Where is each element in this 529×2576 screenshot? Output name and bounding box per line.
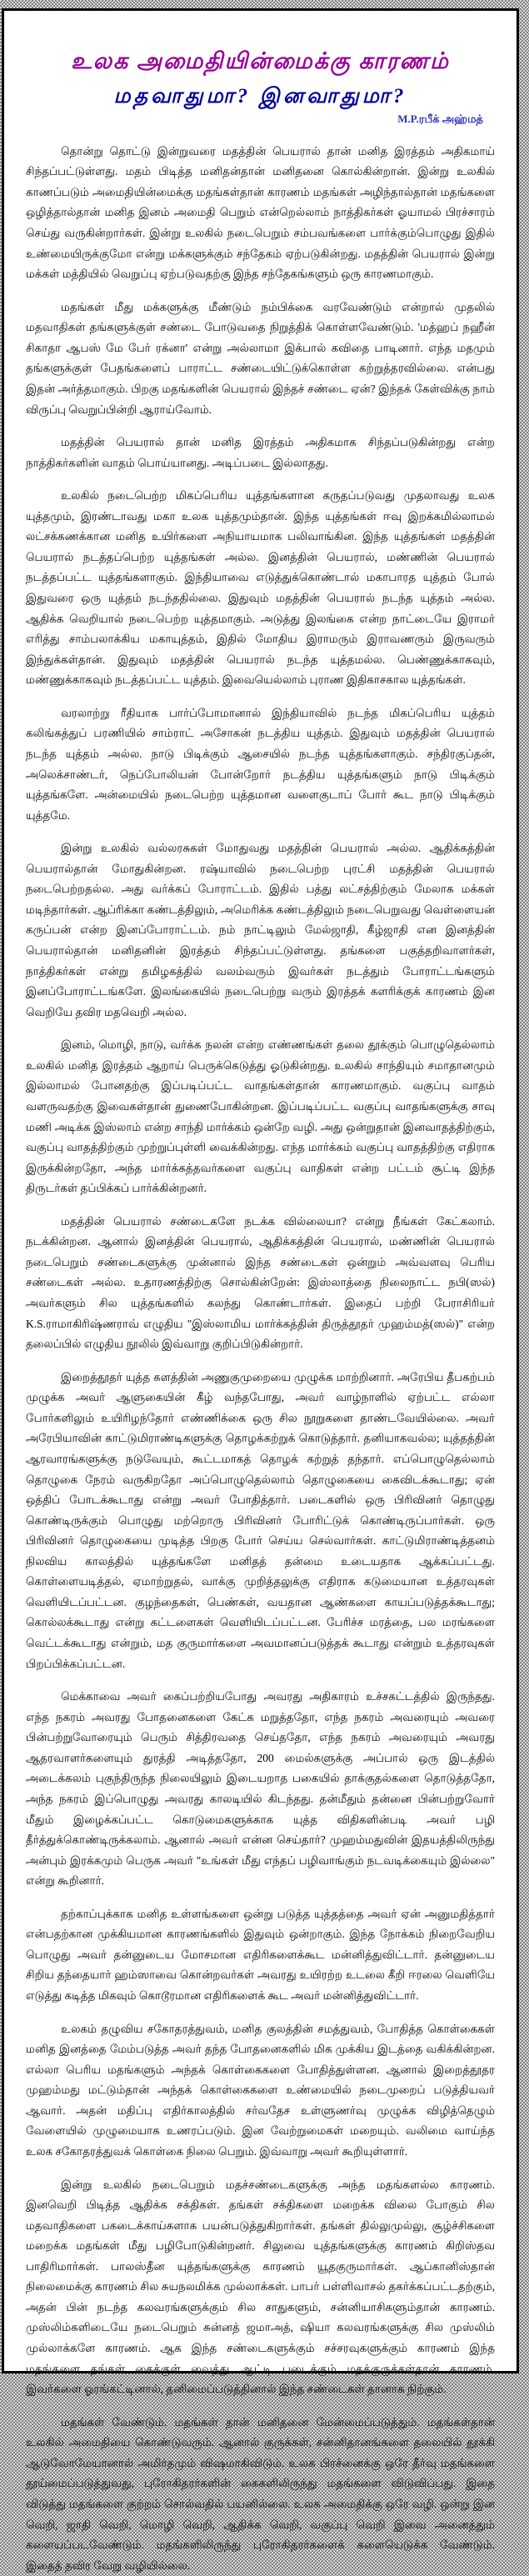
paragraph: தொன்று தொட்டு இன்றுவரை மதத்தின் பெயரால் தான் மனித இரத்தம் அதிகமாய் சிந்தப்பட்டுள்ளது. மதம் பிடித்த மனிதன்தான் மனிதனை கொல்கின்றான். இன்று உலகில் காணப்படும் அமைதியின்மைக்கு மதங்கள்தான் காரணம் மதங்கள் அழிந்தால்தான் மதங்களை ஒழித்தால்தான் மனித இனம் அமைதி பெறும் என்றெல்லாம் நாத்திகர்கள் ஓயாமல் பிரச்சாரம் செய்து வருகின்றார்கள். இன்று உலகில் நடைபெறும் சம்பவங்களை பார்க்கும்பொழுது இதில் உண்மையிருக்குமோ என்று மக்களுக்கும் சந்தேகம் ஏற்படுகின்றது. மதத்தின் பெயரால் இன்று மக்கள் மத்தியில் வெறுப்பு ஏற்படுவதற்கு இந்த சந்தேகங்களும் ஒரு காரணமாகும். [26,142,495,285]
author-byline: M.P.ரபீக் அஹ்மத் [26,113,483,127]
paragraph: உலகம் தழுவிய சகோதரத்துவம், மனித குலத்தின் சமத்துவம், போதித்த கொள்கைகள் மனித இனத்தை மேம்படுத்த அவர் தந்த போதனைகளில் மிக முக்கிய இடத்தை வகிக்கின்றன. எல்லா பெரிய மதங்களும் அந்தக் கொள்கைகளை போதித்துள்ளன. ஆனால் இறைத்தூதர முஹம்மது மட்டும்தான் அந்தக் கொள்கைகளை உண்மையில் நடைமுறைப் படுத்தியவர் ஆவார். அதன் மதிப்பு எதிர்காலத்தில் சர்வதேச உள்ளுணர்வு முழுக்க விழித்தெழும் வேளையில் முழுமையாக உணரப்படும். இன வேற்றுமைகள் மறையும். வலிமை வாய்ந்த உலக சகோதரத்துவக் கொள்கை நிலை பெறும். இவ்வாறு அவர் கூறியுள்ளார். [26,2019,495,2163]
title-line-2: மதவாதுமா? இனவாதுமா? [26,84,495,109]
paragraph: வரலாற்று ரீதியாக பார்ப்போமானால் இந்தியாவில் நடந்த மிகப்பெரிய யுத்தம் கலிங்கத்துப் பரணியில் சாம்ராட் அசோகன் நடத்திய யுத்தம். இதுவும் மதத்தின் பெயரால் நடந்த யுத்தம் அல்ல. நாடு பிடிக்கும் ஆசையில் நடந்த யுத்தங்களாகும். சந்திரகுப்தன், அலெக்சாண்டர், நெப்போலியன் போன்றோர் நடத்திய யுத்தங்களும் நாடு பிடிக்கும் யுத்தங்களே. அன்மையில் நடைபெற்ற யுத்தமான வளைகுடாப் போர் கூட நாடு பிடிக்கும் யுத்தமே. [26,703,495,826]
article-page [2,8,519,2373]
paragraph: இனம், மொழி, நாடு, வர்க்க நலன் என்ற எண்ணங்கள் தலை தூக்கும் பொழுதெல்லாம் உலகில் மனித இரத்தம் ஆறாய் பெருக்கெடுத்து ஓடுகின்றது. உலகில் சாந்தியும் சமாதானமும் இல்லாமல் போனதற்கு இப்படிப்பட்ட வாதங்கள்தான் காரணமாகும். வகுப்பு வாதம் வளருவதற்கு இவைகள்தான் துணைபோகின்றன. இப்படிப்பட்ட வகுப்பு வாதங்களுக்கு சாவு மணி அடிக்க இஸ்லாம் என்ற சாந்தி மார்க்கம் ஒன்றே வழி. அது ஒன்றுதான் இனவாதத்திற்கும், வகுப்பு வாதத்திற்கும் முற்றுப்புள்ளி வைக்கின்றது. எந்த மார்க்கம் வகுப்பு வாதத்திற்கு எதிராக இருக்கின்றதோ, அந்த மார்க்கத்தவர்களை வகுப்பு வாதிகள் என்ற பட்டம் சூட்டி இந்த திருடர்கள் தப்பிக்கப் பார்க்கின்றனர். [26,1035,495,1199]
article-body [26,142,495,2576]
paragraph: மதங்கள் வேண்டும். மதங்கள் தான் மனிதனை மேன்மைப்படுத்தும். மதங்கள்தான் உலகில் அமைதியை கொண்டுவரும். ஆனால் குருக்கள், சன்னிதானங்களை தலையில் தூக்கி ஆடுவோமேயானால் அமிர்தமும் விஷமாகிவிடும். உலக பிரச்னைக்கு ஒரே தீர்வு மதங்களை தூய்மைப்படுத்துவது, புரோகிதரர்களின் கைகளிலிருந்து மதங்களை விடுவிப்பது. இதை விடுத்து மதங்களை குற்றம் சொல்வதில் பயனில்லை. உலக அமைதிக்கு ஒரே வழி. ஒன்று இன வெறி, ஜாதி வெறி, மொழி வெறி, ஆதிக்க வெறி, வகுப்பு வெறி இவை அனைத்தும் களையப்படவேண்டும். மதங்களிலிருந்து புரோகிதரர்களைக் களையெடுக்க வேண்டும். இதைத் தவிர வேறு வழியில்லை. [26,2413,495,2576]
paragraph: தற்காப்புக்காக மனித உள்ளங்களை ஒன்று படுத்த யுத்தத்தை அவர் ஏன் அனுமதித்தார் என்பதற்கான முக்கியமான காரணங்களில் இதுவும் ஒன்றாகும். இந்த நோக்கம் நிறைவேறிய பொழுது அவர் தன்னுடைய மோசமான எதிரிகளைக்கூட மன்னித்துவிட்டார். தன்னுடைய சிறிய தந்தையார் ஹம்ஸாவை கொன்றவர்கள் அவரது உயிரற்ற உடலை கீறி ஈரலை வெளியே எடுத்து கடித்த மிகவும் கொடூரமான எதிரிகளைக் கூட அவர் மன்னித்துவிட்டார். [26,1904,495,2007]
page-title [26,48,495,109]
paragraph: மதத்தின் பெயரால் தான் மனித இரத்தம் அதிகமாக சிந்தப்படுகின்றது என்ற நாத்திகர்களின் வாதம் பொய்யானது. அடிப்படை இல்லாதது. [26,433,495,473]
title-line-1: உலக அமைதியின்மைக்கு காரணம் [26,48,495,76]
paragraph: இறைத்தூதர் யுத்த களத்தின் அணுகுமுறையை முழுக்க மாற்றினார். அரேபிய தீபகற்பம் முழுக்க அவர் ஆளுகையின் கீழ் வந்தபோது, அவர் வாழ்நாளில் ஏற்பட்ட எல்லா போர்களிலும் உயிரிழந்தோர் எண்ணிக்கை ஒரு சில நூறுகளை தாண்டவேயில்லை. அவர் அரேபியாவின் காட்டுமிராண்டிகளுக்கு தொழக்கற்றுக் கொடுத்தார். தனியாகவல்ல; யுத்தத்தின் ஆரவாரங்களுக்கு நடுவேயும், கூட்டமாகத் தொழக் கற்றுத் தந்தார். எப்பொழுதெல்லாம் தொழுகை நேரம் வருகிறதோ அப்பொழுதெல்லாம் தொழுகையை கைவிடக்கூடாது; ஏன் ஒத்திப் போடக்கூடாது என்று அவர் போதித்தார். படைகளில் ஒரு பிரிவினர் தொழுது கொண்டிருக்கும் பொழுது மற்றொரு பிரிவினர் போரிட்டுக் கொண்டிருப்பார்கள். ஒரு பிரிவினர் தொழுகையை முடித்த பிறகு போர் செய்ய செல்வார்கள். காட்டுமிராண்டித்தனம் நிலவிய காலத்தில் யுத்தங்களே மனிதத் தன்மை உடையதாக ஆக்கப்பட்டது. கொள்ளையடித்தல், ஏமாற்றுதல், வாக்கு முறித்தலுக்கு எதிராக கடுமையான உத்தரவுகள் வெளியிடப்பட்டன. குழந்தைகள், பெண்கள், வயதான ஆண்களை காயப்படுத்தக்கூடாது; கொல்லக்கூடாது என்று கட்டளைகள் வெளியிடப்பட்டன. பேரிச்ச மரத்தை, பல மரங்களை வெட்டக்கூடாது என்றும், மத குருமார்களை அவமானப்படுத்தக் கூடாது என்றும் உத்தரவுகள் பிறப்பிக்கப்பட்டன. [26,1368,495,1674]
paragraph: மதங்கள் மீது மக்களுக்கு மீண்டும் நம்பிக்கை வரவேண்டும் என்றால் முதலில் மதவாதிகள் தங்களுக்குள் சண்டை போடுவதை நிறுத்திக் கொள்ளவேண்டும். 'மத்ஹப் நஹீன் சிகாதா ஆபஸ் மே பேர் ரக்னா' என்று அல்லாமா இக்பால் கவிதை பாடினார். எந்த மதமும் தங்களுக்குள் பேதங்களைப் பாராட்ட சண்டையிட்டுக்கொள்ள கற்றுத்தரவில்லை. என்பது இதன் அர்த்தமாகும். பிறகு மதங்களின் பெயரால் இந்தச் சண்டை ஏன்? இந்தக் கேள்விக்கு நாம் விருப்பு வெறுப்பின்றி ஆராய்வோம். [26,298,495,420]
paragraph: மெக்காவை அவர் கைப்பற்றியபோது அவரது அதிகாரம் உச்சகட்டத்தில் இருந்தது. எந்த நகரம் அவரது போதனைகளை கேட்க மறுத்ததோ, எந்த நகரம் அவரையும் அவரை பின்பற்றுவோரையும் பெரும் சித்திரவதை செய்ததோ, எந்த நகரம் அவரையும் அவரது ஆதரவாளர்களையும் துரத்தி அடித்ததோ, 200 மைல்களுக்கு அப்பால் ஒரு இடத்தில் அடைக்கலம் புகுந்திருந்த நிலையிலும் இடையறாத பகையில் தாக்குதல்களை தொடுத்ததோ, அந்த நகரம் இப்பொழுது அவரது காலடியில் கிடந்தது. தன்மீதும் தன்னை பின்பற்றுவோர் மீதும் இழைக்கப்பட்ட கொடுமைகளுக்காக யுத்த விதிகளின்படி அவர் பழி தீர்த்துக்கொண்டிருக்கலாம். ஆனால் அவர் என்ன செய்தார்? முஹம்மதுவின் இதயத்திலிருந்து அன்பும் இரக்கமும் பெருக அவர் "உங்கள் மீது எந்தப் பழிவாங்கும் நடவடிக்கையும் இல்லை" என்று கூறினார். [26,1687,495,1892]
paragraph: மதத்தின் பெயரால் சண்டைகளே நடக்க வில்லையா? என்று நீங்கள் கேட்கலாம். நடக்கின்றன. ஆனால் இனத்தின் பெயரால், ஆதிக்கத்தின் பெயரால், மண்ணின் பெயரால் நடைபெறும் சண்டைகளுக்கு முன்னால் இந்த சண்டைகள் ஒன்றும் அவ்வளவு பெரிய சண்டைகள் அல்ல. உதாரணத்திற்கு சொல்கின்றேன்: இஸ்லாத்தை நிலைநாட்ட நபி(ஸல்) அவர்களும் சில யுத்தங்களில் கலந்து கொண்டார்கள். இதைப் பற்றி பேராசிரியர் K.S.ராமாகிரிஷ்ணராவ் எழுதிய "இஸ்லாமிய மார்க்கத்தின் திருத்தூதர் முஹம்மத்(ஸல்)" என்ற தலைப்பில் எழுதிய நூலில் இவ்வாறு குறிப்பிடுகின்றார். [26,1212,495,1355]
paragraph: உலகில் நடைபெற்ற மிகப்பெரிய யுத்தங்களான கருதப்படுவது முதலாவது உலக யுத்தமும், இரண்டாவது மகா உலக யுத்தமும்தான். இந்த யுத்தங்கள் ஈவு இறக்கமில்லாமல் லட்சக்கணக்கான மனித உயிர்களை அநியாயமாக பலிவாங்கின. இந்த யுத்தங்கள் மதத்தின் பெயரால் நடத்தப்பெற்ற யுத்தங்கள் அல்ல. இனத்தின் பெயரால், மண்ணின் பெயரால் நடத்தப்பட்ட யுத்தங்களாகும். இந்தியாவை எடுத்துக்கொண்டால் மகாபாரத யுத்தம் போல் இதுவரை ஒரு யுத்தம் நடந்ததில்லை. இதுவும் மதத்தின் பெயரால் நடந்த யுத்தம் அல்ல. ஆதிக்க வெறியால் நடைபெற்ற யுத்தமாகும். அடுத்து இலங்கை என்ற நாட்டையே இராமர் எரித்து சாம்பலாக்கிய மகாயுத்தம், இதில் மோதிய இராமரும் இராவணரும் இருவரும் இந்துக்கள்தான். இதுவும் மதத்தின் பெயரால் நடந்த யுத்தமல்ல. பெண்ணுக்காகவும், மண்ணுக்காகவும் நடத்தப்பட்ட யுத்தம். இவையெல்லாம் புராண இதிகாசகால யுத்தங்கள். [26,486,495,691]
paragraph: இன்று உலகில் நடைபெறும் மதச்சண்டைகளுக்கு அந்த மதங்களல்ல காரணம். இனவெறி பிடித்த ஆதிக்க சக்திகள். தங்கள் சக்திகளை மறைக்க விலை போகும் சில மதவாதிகளை பகடைக்காய்களாக பயன்படுத்துகிறார்கள். தங்கள் தில்லுமுல்லு, சூழ்ச்சிகளை மறைக்க மதங்கள் மீது பழிபோடுகின்றனர். சிலுவை யுத்தங்களுக்கு காரணம் கிறிஸ்தவ பாதிரிமார்கள். பாலஸ்தீன யுத்தங்களுக்கு காரணம் யூதகுருமார்கள். ஆப்கானிஸ்தான் நிலைமைக்கு காரணம் சில சுயநலமிக்க முல்லாக்கள். பாபர் பள்ளிவாசல் தகர்க்கப்பட்டதற்கும், அதன் பின் நடந்த கலவரங்களுக்கும் சில சாதுகளும், சன்னியாசிகளும்தான் காரணம். முஸ்லிம்களிடையே நடைபெறும் சுன்னத் ஜமாஅத், ஷியா கலவரங்களுக்கு சில முஸ்லிம் முல்லாக்களே காரணம். ஆக இந்த சண்டைகளுக்கும் சச்சரவுகளுக்கும் காரணம் இந்த மதங்களை தங்கள் கைக்குள் வைத்து ஆட்டி படைக்கும் மதக்குருக்கள்தான் காரணம். இவர்களை ஓரங்கட்டினால், தனிமைப்படுத்தினால் இந்த சண்டைகள் தானாக நிற்கும். [26,2175,495,2400]
paragraph: இன்று உலகில் வல்லரசுகள் மோதுவது மதத்தின் பெயரால் அல்ல. ஆதிக்கத்தின் பெயரால்தான் மோதுகின்றன. ரஷ்யாவில் நடைபெற்ற புரட்சி மதத்தின் பெயரால் நடைபெற்றதல்ல. அது வர்க்கப் போராட்டம். இதில் பத்து லட்சத்திற்கும் மேலாக மக்கள் மடிந்தார்கள். ஆப்ரிக்கா கண்டத்திலும், அமெரிக்க கண்டத்திலும் நடைபெறுவது வெள்ளையன் கருப்பன் என்ற இனப்போராட்டம். நம் நாட்டிலும் மேல்ஜாதி, கீழ்ஜாதி என இனத்தின் பெயரால்தான் மனிதனின் இரத்தம் சிந்தப்பட்டுள்ளது. தங்களை பகுத்தறிவாளர்கள், நாத்திகர்கள் என்று தமிழகத்தில் வலம்வரும் இவர்கள் நடத்தும் போராட்டங்களும் இனப்போராட்டங்களே. இலங்கையில் நடைபெற்று வரும் இரத்தக் களரிக்குக் காரணம் இன வெறியே தவிர மதவெறி அல்ல. [26,838,495,1023]
